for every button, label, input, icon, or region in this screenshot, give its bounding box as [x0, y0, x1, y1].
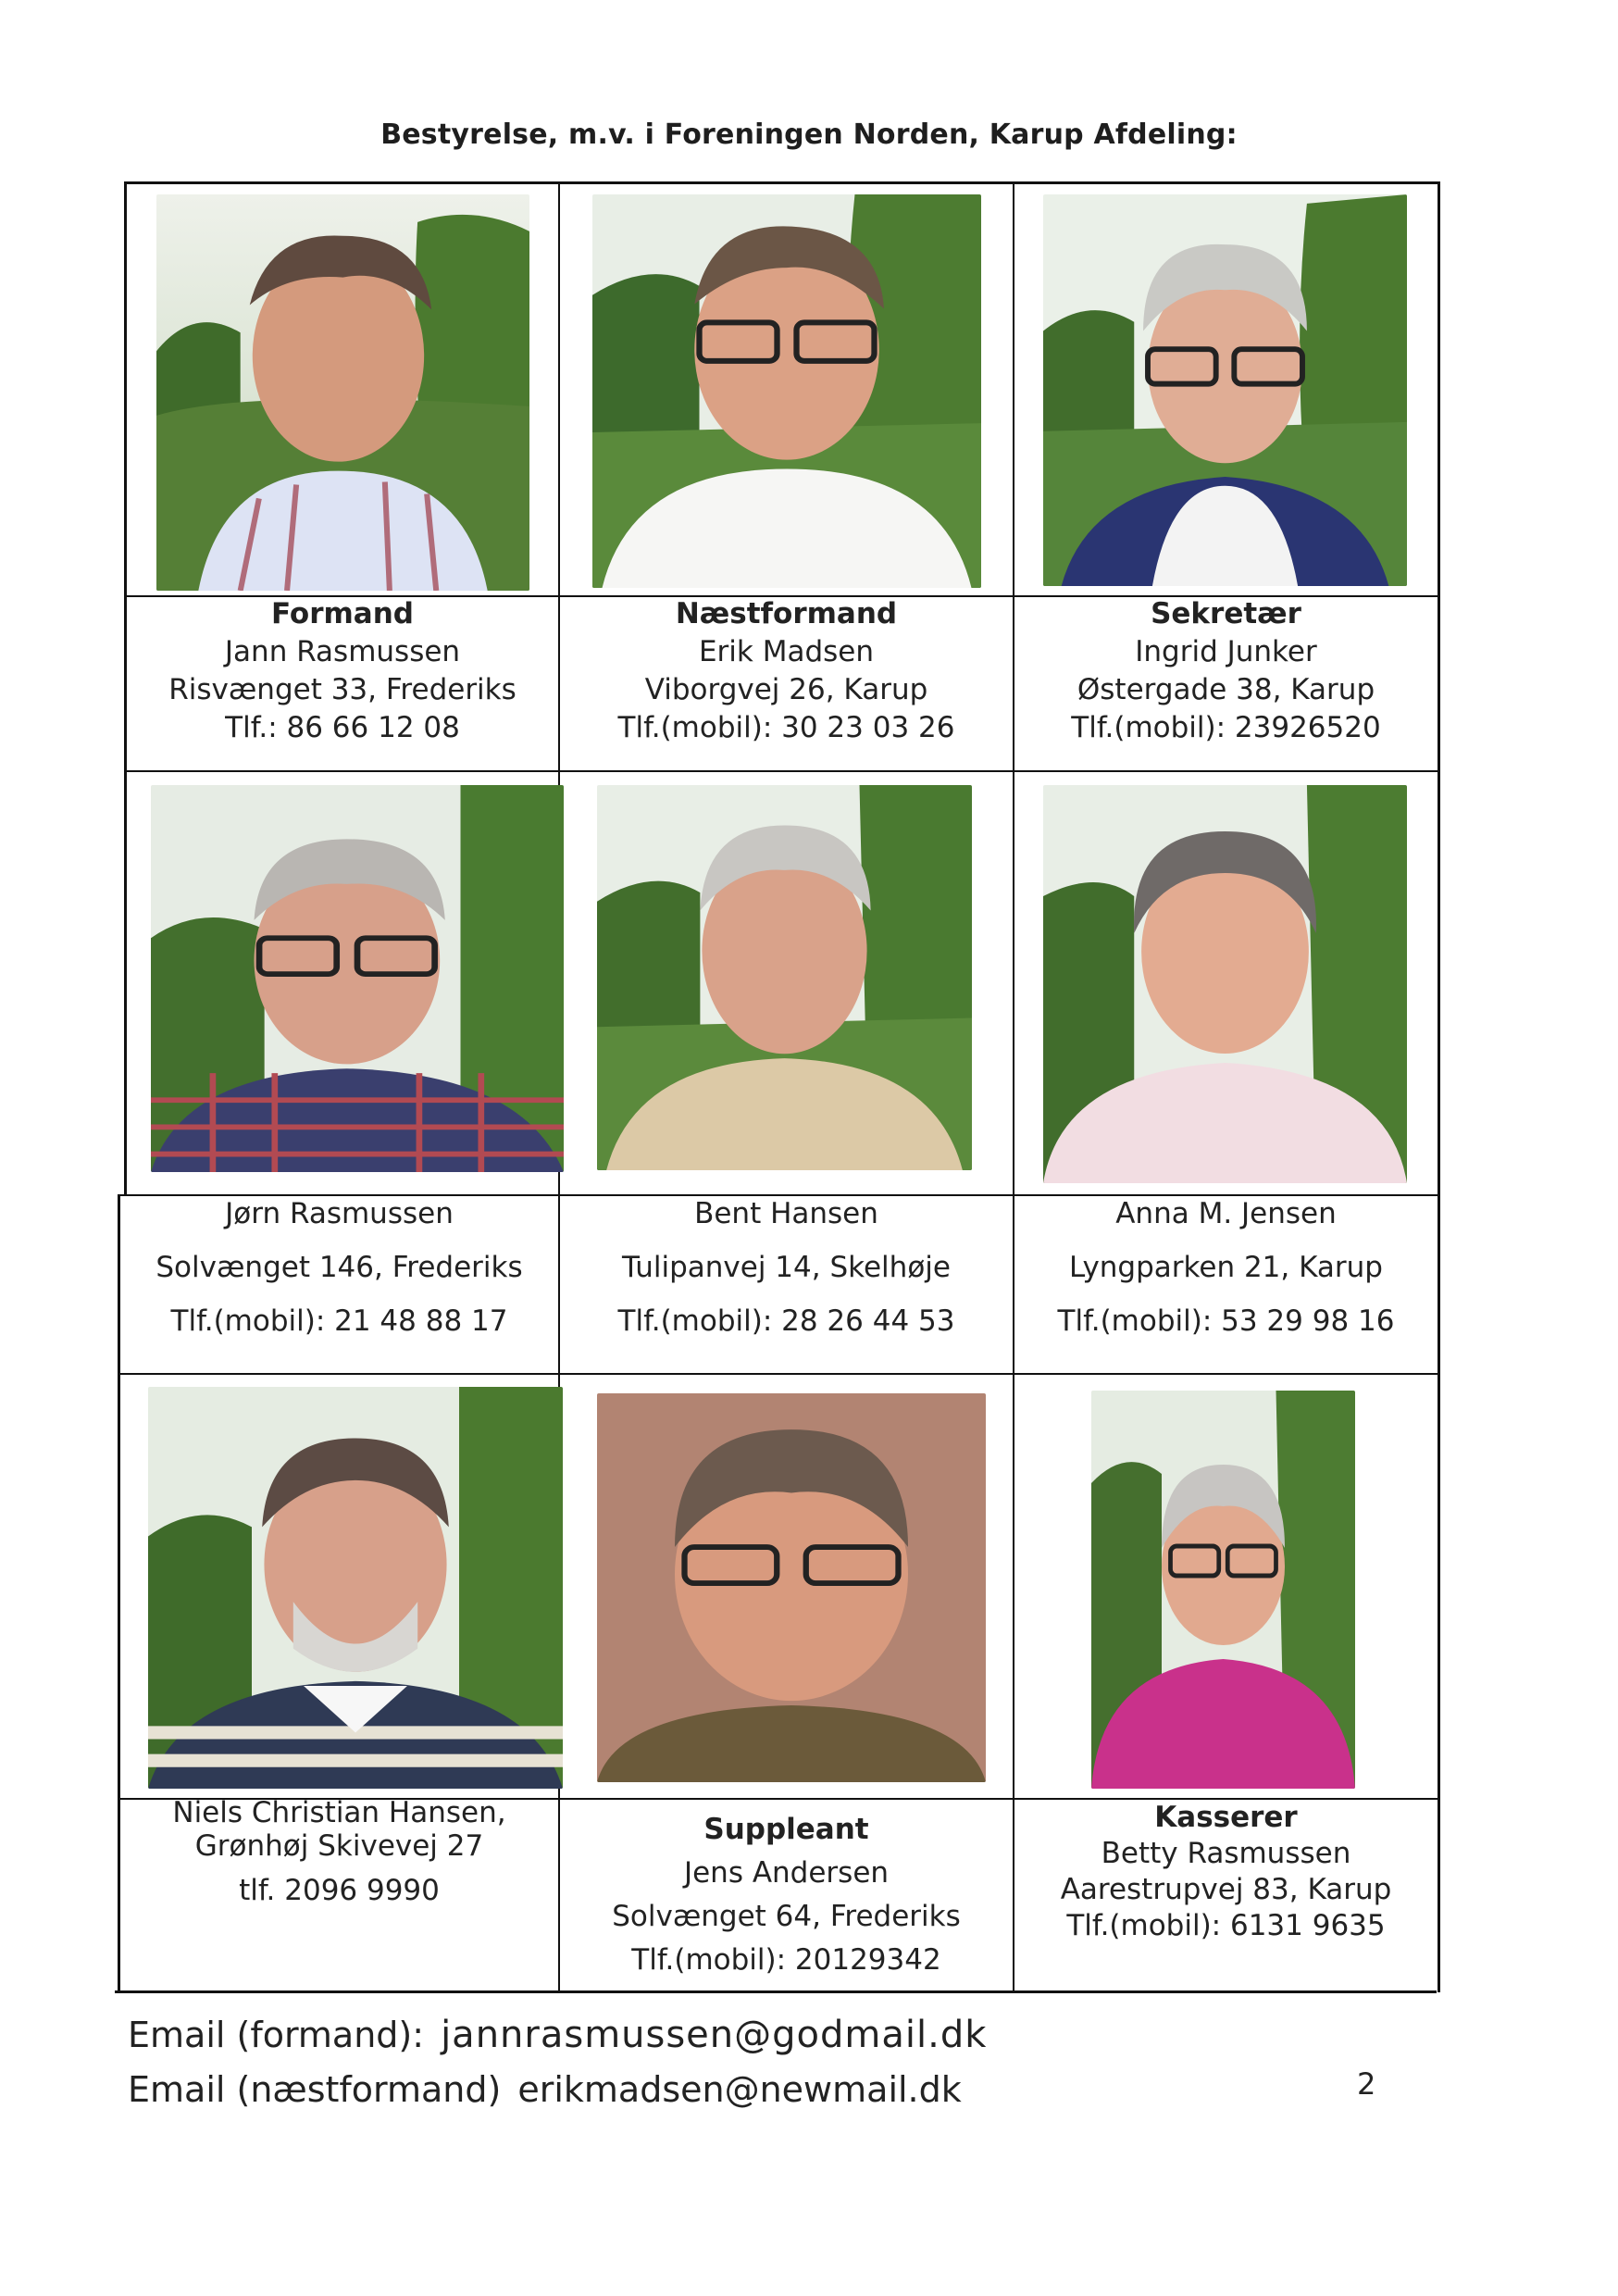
- member-caption: [1014, 1800, 1438, 1944]
- portrait-photo-jann-rasmussen: [156, 194, 529, 591]
- member-phone: Tlf.(mobil): 6131 9635: [1066, 1909, 1386, 1942]
- member-role: Suppleant: [703, 1813, 869, 1846]
- member-caption: [560, 595, 1013, 747]
- member-phone: Tlf.(mobil): 20129342: [631, 1943, 941, 1977]
- email-label: Email (formand):: [128, 2015, 425, 2055]
- member-name: Ingrid Junker: [1135, 635, 1317, 668]
- portrait-photo-jens-andersen: [597, 1393, 986, 1782]
- member-name: Jens Andersen: [683, 1856, 890, 1890]
- member-name: Anna M. Jensen: [1115, 1197, 1337, 1230]
- member-address: Solvænget 146, Frederiks: [156, 1251, 523, 1284]
- member-role: Kasserer: [1154, 1801, 1298, 1834]
- member-phone: Tlf.: 86 66 12 08: [225, 711, 460, 744]
- portrait-photo-jorn-rasmussen: [151, 785, 564, 1172]
- portrait-photo-betty-rasmussen: [1091, 1391, 1355, 1789]
- email-label: Email (næstformand): [128, 2069, 502, 2110]
- member-address: Tulipanvej 14, Skelhøje: [622, 1251, 951, 1284]
- table-row-divider: [120, 1373, 1440, 1375]
- portrait-photo-ingrid-junker: [1043, 194, 1407, 586]
- member-address: Aarestrupvej 83, Karup: [1060, 1873, 1392, 1906]
- member-name: Betty Rasmussen: [1101, 1837, 1351, 1870]
- member-phone: tlf. 2096 9990: [239, 1874, 440, 1907]
- member-phone: Tlf.(mobil): 23926520: [1071, 711, 1381, 744]
- member-caption: [560, 1187, 1013, 1348]
- member-address: Lyngparken 21, Karup: [1069, 1251, 1383, 1284]
- email-address-link[interactable]: erikmadsen@newmail.dk: [517, 2069, 962, 2110]
- member-phone: Tlf.(mobil): 30 23 03 26: [617, 711, 955, 744]
- member-role: Næstformand: [675, 597, 898, 630]
- member-caption: [560, 1808, 1013, 1982]
- member-name: Jørn Rasmussen: [225, 1197, 454, 1230]
- email-line-formand: [128, 2014, 987, 2056]
- email-address-link[interactable]: jannrasmussen@godmail.dk: [441, 2014, 988, 2056]
- table-column-divider: [1013, 181, 1014, 1992]
- member-address: Solvænget 64, Frederiks: [612, 1900, 961, 1933]
- portrait-photo-bent-hansen: [597, 785, 972, 1170]
- table-border-right: [1438, 181, 1440, 1992]
- member-phone: Tlf.(mobil): 53 29 98 16: [1057, 1304, 1395, 1338]
- portrait-photo-erik-madsen: [592, 194, 981, 588]
- member-name: Erik Madsen: [698, 635, 875, 668]
- member-caption: [127, 595, 558, 747]
- member-phone: Tlf.(mobil): 28 26 44 53: [617, 1304, 955, 1338]
- member-role: Formand: [271, 597, 414, 630]
- member-name: Jann Rasmussen: [224, 635, 461, 668]
- member-role: Sekretær: [1151, 597, 1301, 630]
- member-phone: Tlf.(mobil): 21 48 88 17: [170, 1304, 508, 1338]
- member-caption: [1014, 595, 1438, 747]
- member-caption: [1014, 1187, 1438, 1348]
- portrait-photo-niels-christian-hansen: [148, 1387, 563, 1789]
- member-address: Viborgvej 26, Karup: [644, 673, 928, 706]
- member-address: Risvænget 33, Frederiks: [168, 673, 517, 706]
- member-name: Niels Christian Hansen,: [172, 1796, 506, 1829]
- table-border-top: [126, 181, 1440, 184]
- page-title: Bestyrelse, m.v. i Foreningen Norden, Karup Afdeling:: [380, 119, 1238, 151]
- email-line-naestformand: [128, 2069, 962, 2110]
- member-caption: [120, 1796, 558, 1907]
- member-name: Bent Hansen: [694, 1197, 878, 1230]
- member-caption: [120, 1187, 558, 1348]
- table-row-divider: [126, 770, 1440, 772]
- member-address: Østergade 38, Karup: [1077, 673, 1375, 706]
- portrait-photo-anna-m-jensen: [1043, 785, 1407, 1183]
- member-address: Grønhøj Skivevej 27: [194, 1829, 484, 1863]
- table-border-bottom: [115, 1990, 1437, 1993]
- page-number: 2: [1357, 2066, 1376, 2102]
